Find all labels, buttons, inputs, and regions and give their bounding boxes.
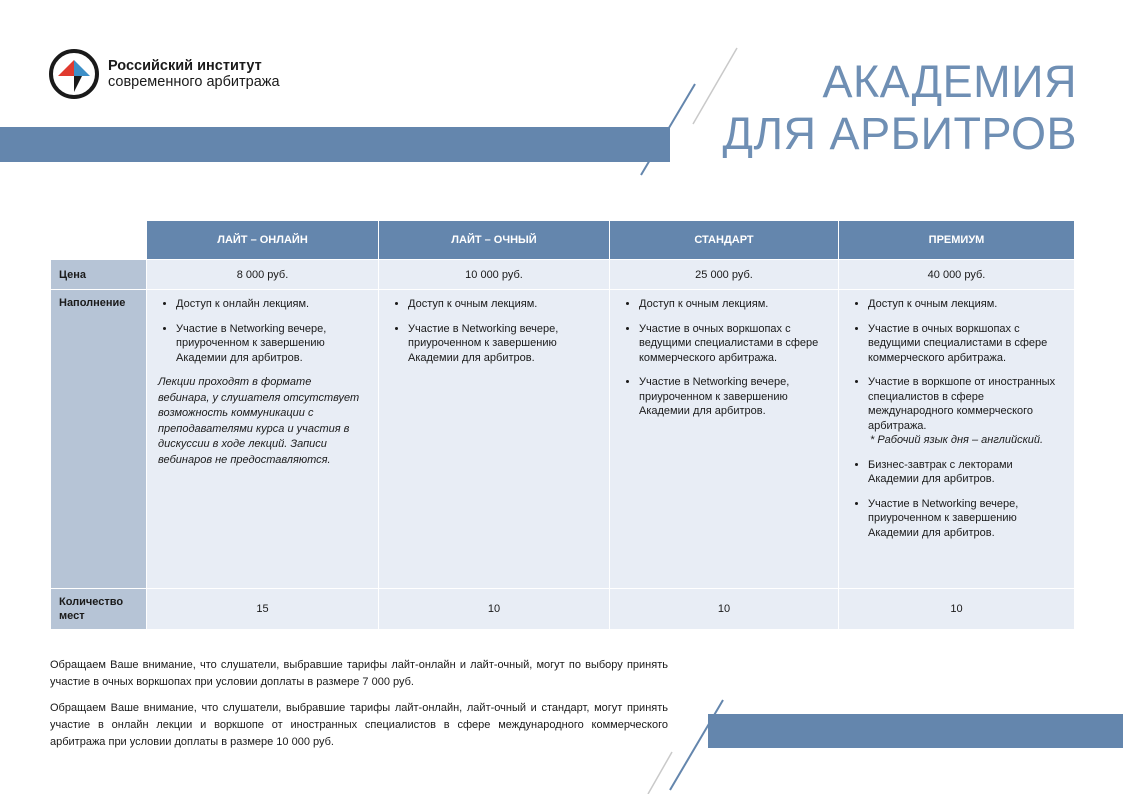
feature-item: • Доступ к очным лекциям. — [639, 297, 827, 312]
content-cell-premium — [839, 290, 1075, 589]
seats-row — [51, 589, 1075, 630]
feature-item: • Участие в Networking вечере, приуроченном к завершению Академии для арбитров. — [868, 497, 1063, 541]
column-header: ЛАЙТ – ОНЛАЙН — [147, 221, 379, 260]
content-cell-lite-offline — [379, 290, 610, 589]
price-cell: 8 000 руб. — [147, 260, 379, 290]
feature-item: • Бизнес-завтрак с лекторами Академии для арбитров. — [868, 458, 1063, 487]
feature-item: • Участие в Networking вечере, приуроченном к завершению Академии для арбитров. — [176, 322, 367, 366]
feature-list — [840, 291, 1073, 540]
row-label-seats: Количество мест — [51, 589, 147, 630]
page-title — [723, 56, 1077, 160]
institute-name-line1: Российский институт — [108, 58, 262, 74]
language-note: * Рабочий язык дня – английский. — [870, 434, 1044, 446]
content-cell-lite-online — [147, 290, 379, 589]
table-corner — [51, 221, 147, 260]
seats-cell: 10 — [610, 589, 839, 630]
feature-item: • Участие в Networking вечере, приуроченном к завершению Академии для арбитров. — [408, 322, 598, 366]
column-header: СТАНДАРТ — [610, 221, 839, 260]
footer-note-1: Обращаем Ваше внимание, что слушатели, выбравшие тарифы лайт-онлайн и лайт-очный, могут по выбору принять участие в очных воркшопах при условии доплаты в размере 7 000 руб. — [50, 659, 668, 688]
seats-cell: 10 — [839, 589, 1075, 630]
price-row — [51, 260, 1075, 290]
seats-cell: 15 — [147, 589, 379, 630]
table-header-row — [51, 221, 1075, 260]
feature-item-text: Участие в воркшопе от иностранных специалистов в сфере международного коммерческого арбитража. — [868, 376, 1056, 432]
feature-list — [148, 291, 377, 365]
feature-item: • Участие в Networking вечере, приуроченном к завершению Академии для арбитров. — [639, 375, 827, 419]
feature-list — [380, 291, 608, 365]
column-header: ПРЕМИУМ — [839, 221, 1075, 260]
price-cell: 10 000 руб. — [379, 260, 610, 290]
footer-note-2: Обращаем Ваше внимание, что слушатели, выбравшие тарифы лайт-онлайн, лайт-очный и стандарт, могут принять участие в онлайн лекции и воркшопе от иностранных специалистов в сфере международного коммерческого арбитража при условии доплаты в размере 10 000 руб. — [50, 702, 668, 748]
content-cell-standard — [610, 290, 839, 589]
price-cell: 25 000 руб. — [610, 260, 839, 290]
institute-name-line2: современного арбитража — [108, 74, 280, 90]
row-label-price: Цена — [51, 260, 147, 290]
price-cell: 40 000 руб. — [839, 260, 1075, 290]
feature-item: • Участие в очных воркшопах с ведущими специалистами в сфере коммерческого арбитража. — [868, 322, 1063, 366]
webinar-note: Лекции проходят в формате вебинара, у слушателя отсутствует возможность коммуникации с преподавателями курса и участия в дискуссии в ходе лекций. Записи вебинаров не предоставляются. — [158, 376, 360, 466]
tariff-table — [50, 220, 1075, 630]
feature-item: • Доступ к онлайн лекциям. — [176, 297, 367, 312]
feature-list — [611, 291, 837, 419]
page-title-line1: АКАДЕМИЯ — [822, 56, 1077, 107]
feature-item: • Доступ к очным лекциям. — [868, 297, 1063, 312]
seats-cell: 10 — [379, 589, 610, 630]
content-row — [51, 290, 1075, 589]
feature-item-with-note — [868, 375, 1063, 448]
feature-item: • Участие в очных воркшопах с ведущими специалистами в сфере коммерческого арбитража. — [639, 322, 827, 366]
page-title-line2: ДЛЯ АРБИТРОВ — [722, 108, 1077, 159]
row-label-content: Наполнение — [51, 290, 147, 589]
column-header: ЛАЙТ – ОЧНЫЙ — [379, 221, 610, 260]
feature-item: • Доступ к очным лекциям. — [408, 297, 598, 312]
